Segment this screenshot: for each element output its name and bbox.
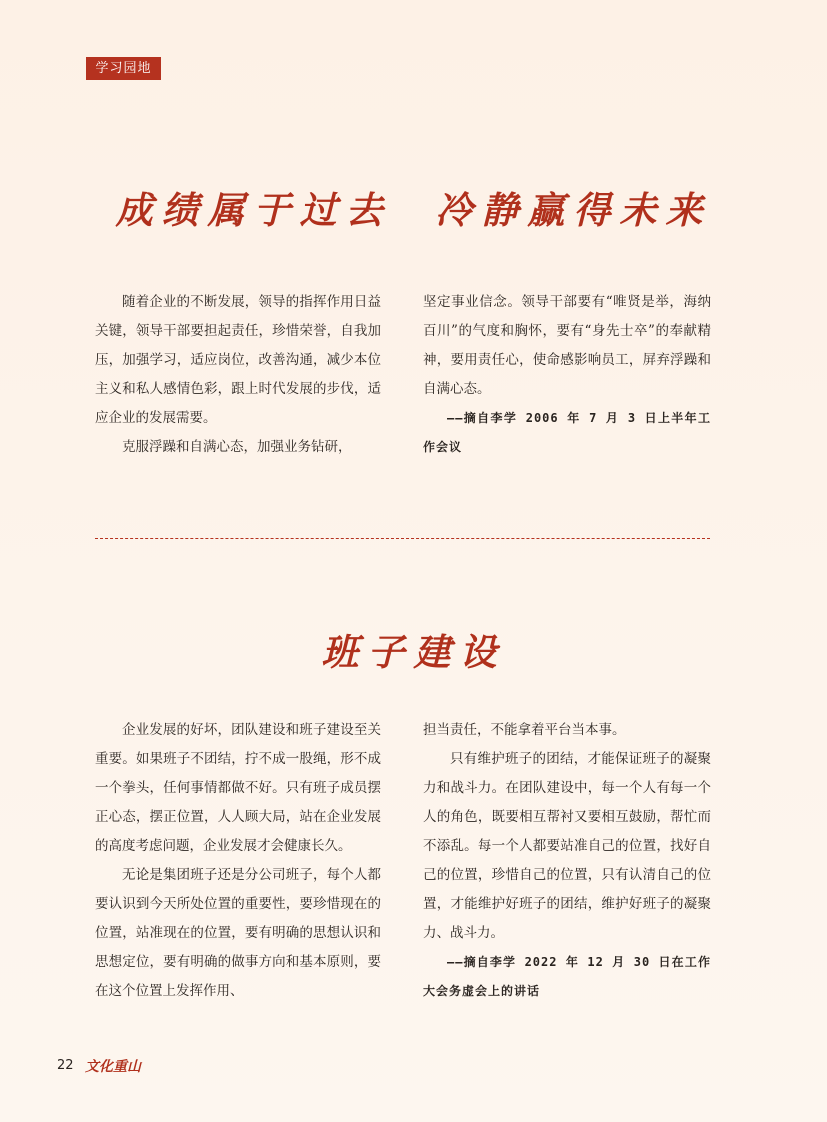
paragraph: 无论是集团班子还是分公司班子，每个人都要认识到今天所处位置的重要性，要珍惜现在的位置，站准现在的位置，要有明确的思想认识和思想定位，要有明确的做事方向和基本原则，要在这个位置上发挥作用、 xyxy=(95,867,381,999)
magazine-logo: 文化重山 xyxy=(85,1059,141,1075)
paragraph: 坚定事业信念。领导干部要有“唯贤是举，海纳百川”的气度和胸怀，要有“身先士卒”的奉献精神，要用责任心，使命感影响员工，屏弃浮躁和自满心态。 xyxy=(423,294,711,397)
section-tag: 学习园地 xyxy=(86,57,161,80)
section-divider xyxy=(95,538,710,539)
page-number: 22 xyxy=(57,1058,74,1073)
paragraph: 随着企业的不断发展，领导的指挥作用日益关键，领导干部要担起责任，珍惜荣誉，自我加压，加强学习，适应岗位，改善沟通，减少本位主义和私人感情色彩，跟上时代发展的步伐，适应企业的发展需要。 xyxy=(95,294,381,426)
article-2-left-column xyxy=(95,716,381,1006)
article-1-left-column xyxy=(95,288,381,462)
paragraph: 只有维护班子的团结，才能保证班子的凝聚力和战斗力。在团队建设中，每一个人有每一个人的角色，既要相互帮衬又要相互鼓励，帮忙而不添乱。每一个人都要站准自己的位置，找好自己的位置，珍惜自己的位置，只有认清自己的位置，才能维护好班子的团结，维护好班子的凝聚力、战斗力。 xyxy=(423,751,711,941)
paragraph: 企业发展的好坏，团队建设和班子建设至关重要。如果班子不团结，拧不成一股绳，形不成一个拳头，任何事情都做不好。只有班子成员摆正心态，摆正位置，人人顾大局，站在企业发展的高度考虑问题，企业发展才会健康长久。 xyxy=(95,722,381,854)
paragraph: 担当责任，不能拿着平台当本事。 xyxy=(423,722,626,738)
article-1-right-column xyxy=(423,288,711,462)
article-title-1: 成绩属于过去 冷静赢得未来 xyxy=(115,188,712,232)
article-title-2: 班子建设 xyxy=(321,630,506,674)
paragraph: 克服浮躁和自满心态，加强业务钻研， xyxy=(122,439,352,455)
source-citation: ——摘自李学 2006 年 7 月 3 日上半年工作会议 xyxy=(423,411,711,454)
article-2-right-column xyxy=(423,716,711,1006)
source-citation: ——摘自李学 2022 年 12 月 30 日在工作大会务虚会上的讲话 xyxy=(423,955,711,998)
